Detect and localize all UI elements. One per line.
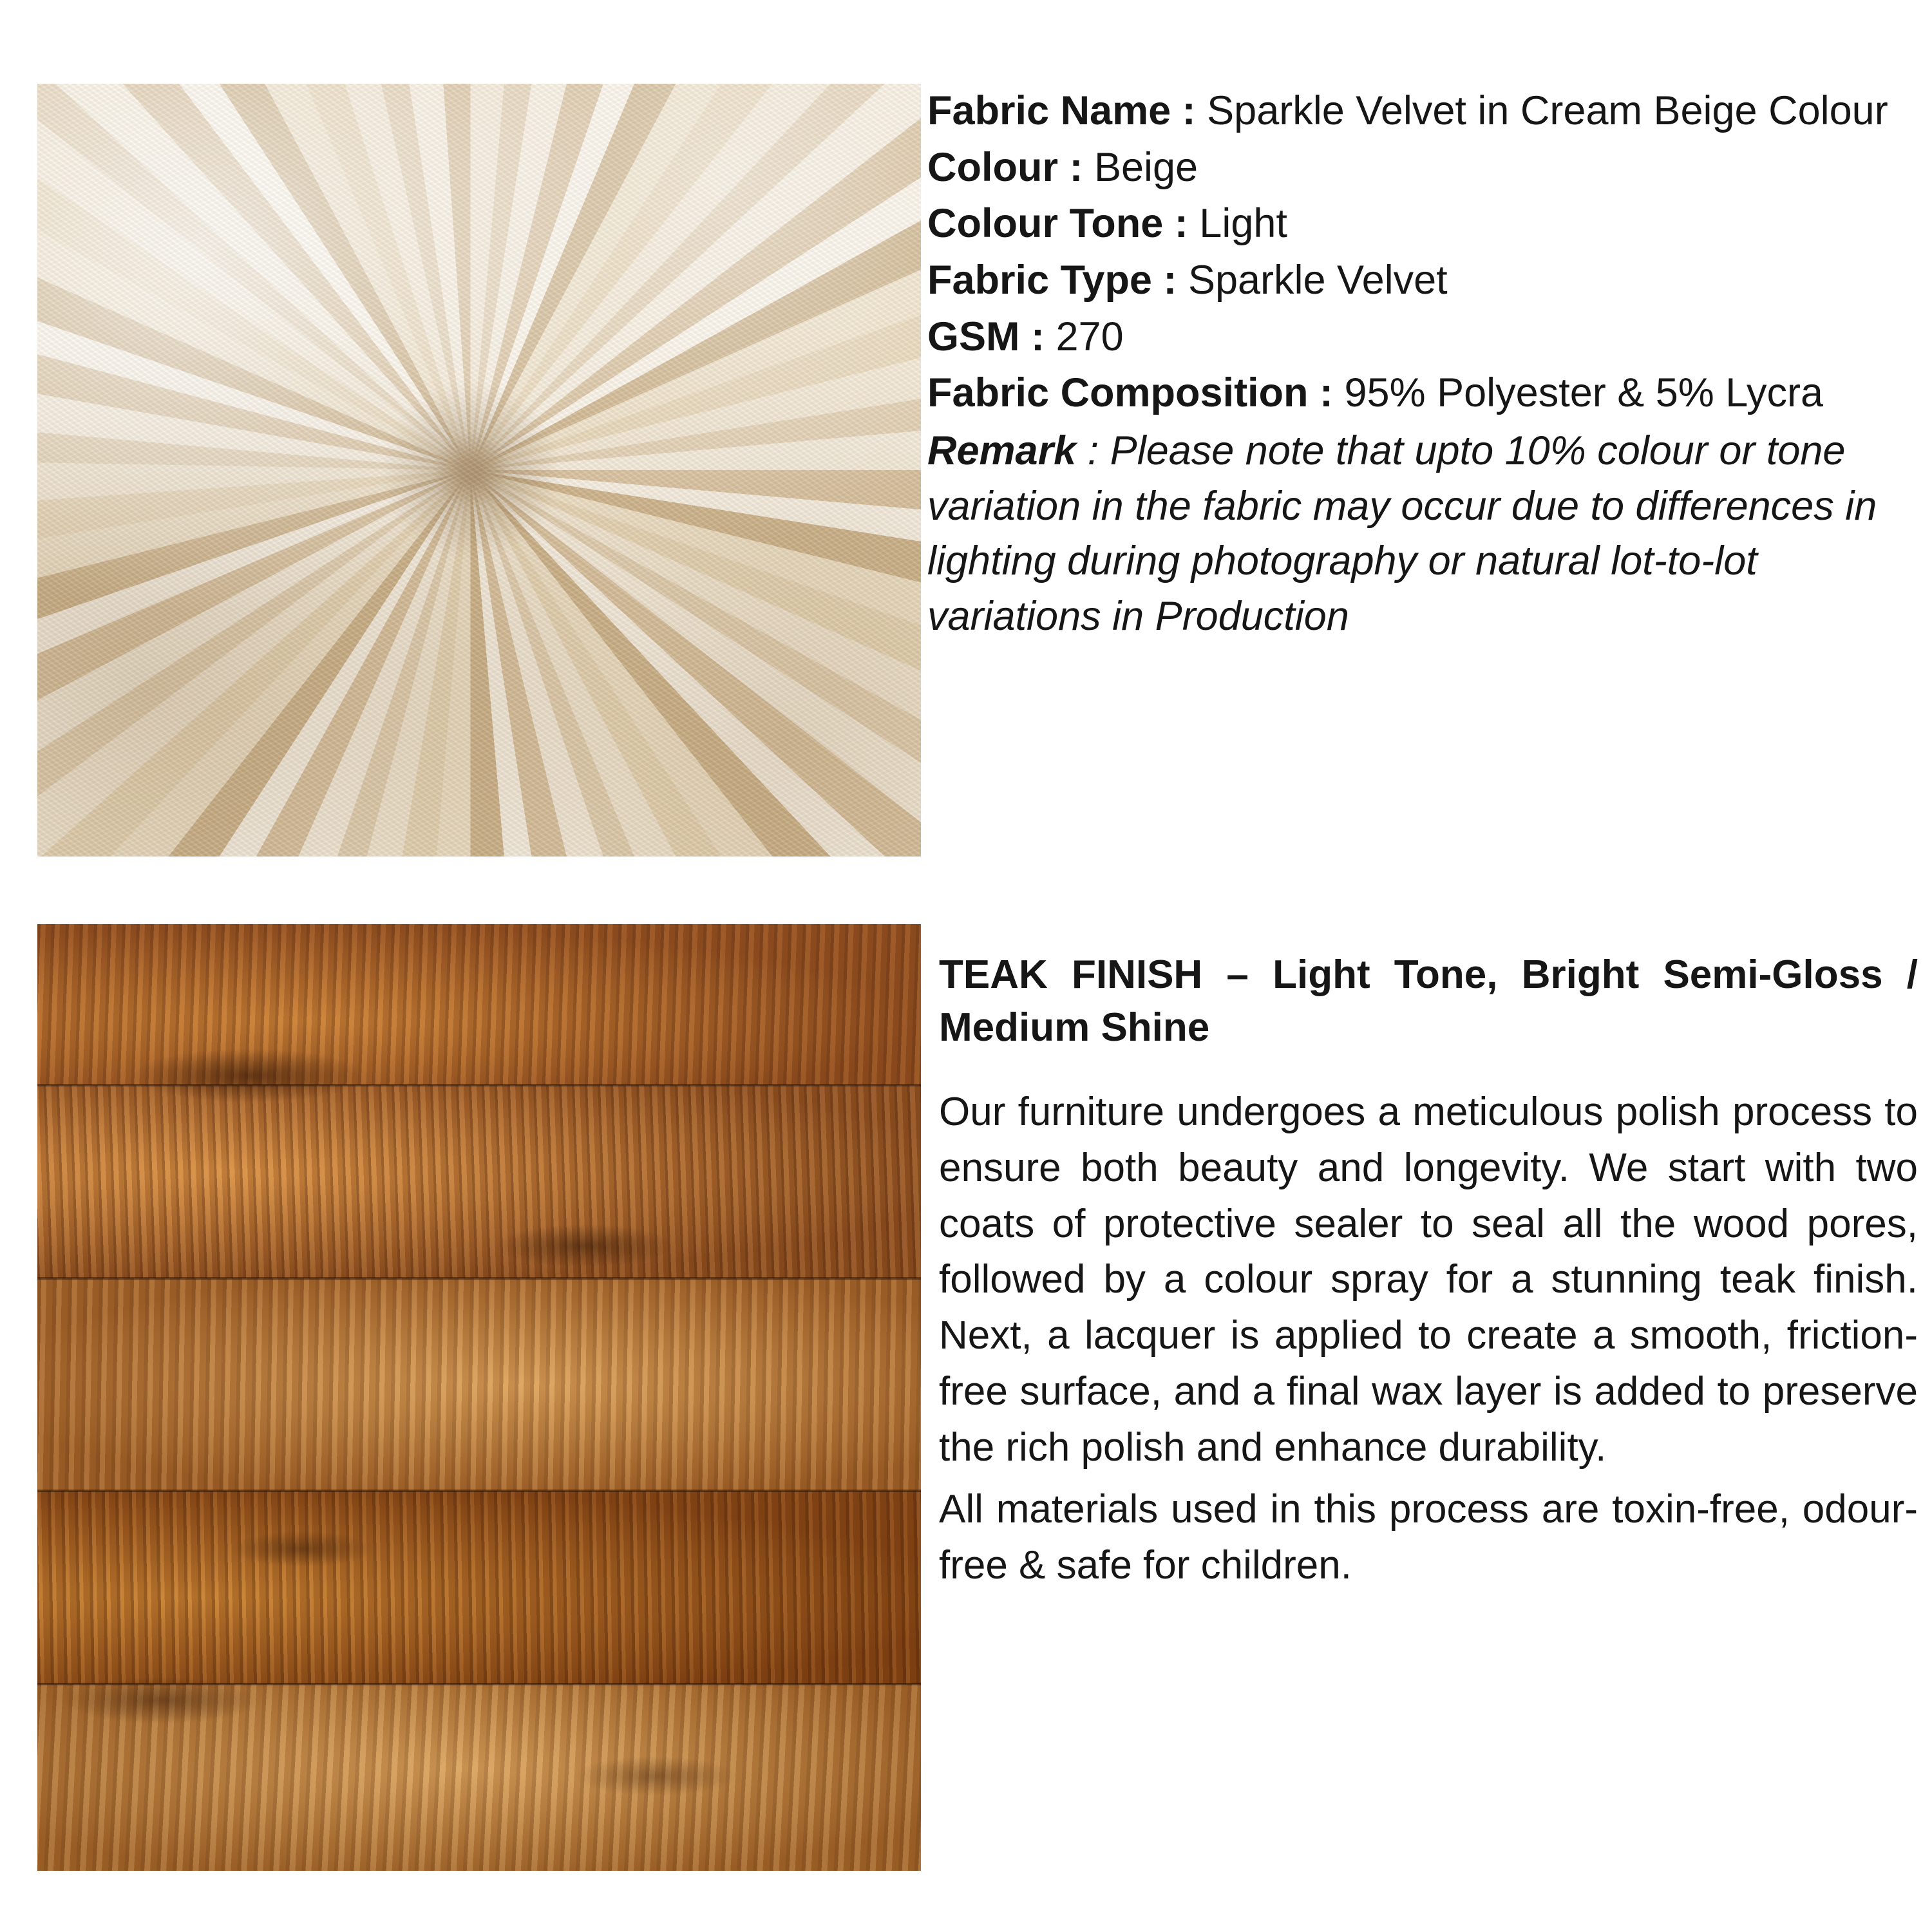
teak-finish-section (0, 857, 1932, 1871)
remark-text: : Please note that upto 10% colour or tone variation in the fabric may occur due to differences in lighting during photography or natural lot-to-lot variations in Production (927, 428, 1877, 639)
spec-value: 95% Polyester & 5% Lycra (1344, 370, 1824, 416)
spec-label: Fabric Composition : (927, 370, 1333, 416)
spec-value: Beige (1094, 144, 1198, 190)
wood-plank (37, 924, 921, 1085)
fabric-swatch-image (37, 84, 921, 857)
plank-divider (37, 1490, 921, 1492)
teak-paragraph-2: All materials used in this process are toxin-free, odour-free & safe for children. (939, 1487, 1918, 1588)
spec-value: Sparkle Velvet (1188, 258, 1448, 303)
teak-text-column (921, 924, 1932, 1600)
wood-plank (37, 1684, 921, 1871)
wood-plank (37, 1491, 921, 1684)
fabric-section (0, 0, 1932, 857)
plank-divider (37, 1277, 921, 1280)
wood-swatch-image (37, 924, 921, 1871)
wood-image-column (0, 924, 921, 1871)
spec-label: Colour Tone : (927, 201, 1188, 247)
spec-label: Colour : (927, 144, 1083, 190)
spec-value: Sparkle Velvet in Cream Beige Colour (1207, 88, 1888, 133)
wood-plank (37, 1278, 921, 1491)
fabric-image-column (0, 84, 921, 857)
spec-colour (927, 140, 1918, 196)
plank-divider (37, 1683, 921, 1685)
spec-fabric-composition (927, 366, 1918, 421)
spec-fabric-type (927, 253, 1918, 308)
plank-divider (37, 1084, 921, 1086)
spec-colour-tone (927, 196, 1918, 252)
fabric-remark (927, 424, 1918, 645)
teak-finish-heading: TEAK FINISH – Light Tone, Bright Semi-Gloss / Medium Shine (939, 952, 1918, 1050)
remark-label: Remark (927, 428, 1077, 474)
spec-label: Fabric Type : (927, 258, 1177, 303)
spec-value: 270 (1056, 314, 1124, 359)
spec-gsm (927, 310, 1918, 365)
fabric-spec-list (921, 84, 1932, 646)
spec-label: GSM : (927, 314, 1045, 359)
wood-plank (37, 1085, 921, 1278)
spec-value: Light (1199, 201, 1287, 247)
spec-fabric-name (927, 84, 1918, 139)
spec-label: Fabric Name : (927, 88, 1196, 133)
teak-paragraph-1: Our furniture undergoes a meticulous polish process to ensure both beauty and longevity. We start with two coats of protective sealer to seal all the wood pores, followed by a colour spray for a stunning teak finish. Next, a lacquer is applied to create a smooth, friction-free surface, and a final wax layer is added to preserve the rich polish and enhance durability. (939, 1089, 1918, 1470)
